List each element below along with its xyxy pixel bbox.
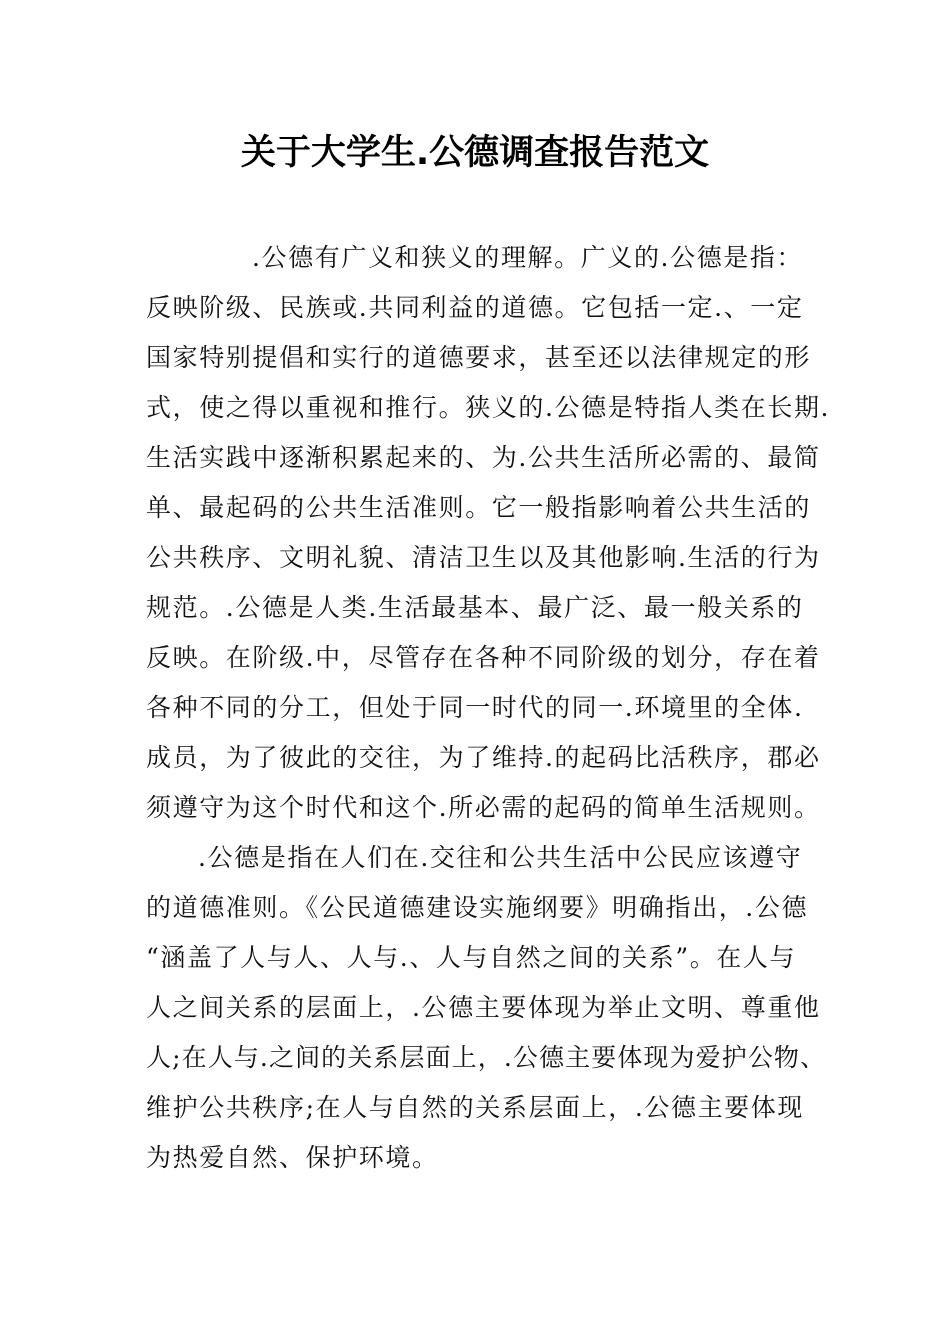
paragraph-2-line: 为热爱自然、保护环境。 [146,1143,439,1172]
paragraph-1-line: .公德有广义和狭义的理解。广义的.公德是指： [252,243,804,272]
paragraph-1-line: 单、最起码的公共生活准则。它一般指影响着公共生活的 [146,493,812,522]
paragraph-1-line: 反映阶级、民族或.共同利益的道德。它包括一定.、一定 [146,293,804,322]
paragraph-2-line: 维护公共秩序;在人与自然的关系层面上，.公德主要体现 [146,1093,804,1122]
document-title: 关于大学生.公德调查报告范文 [240,133,710,173]
paragraph-1-line: 生活实践中逐渐积累起来的、为.公共生活所必需的、最简 [146,443,821,472]
paragraph-2-line: .公德是指在人们在.交往和公共生活中公民应该遵守 [198,843,803,872]
paragraph-1-line: 国家特别提倡和实行的道德要求，甚至还以法律规定的形 [146,343,812,372]
paragraph-2-line: 人之间关系的层面上，.公德主要体现为举止文明、尊重他 [146,993,821,1022]
paragraph-2-line: 的道德准则。《公民道德建设实施纲要》明确指出，.公德 [146,893,809,922]
paragraph-2-line: “涵盖了人与人、人与.、人与自然之间的关系”。在人与 [146,943,797,972]
paragraph-1-line: 各种不同的分工，但处于同一时代的同一.环境里的全体. [146,693,804,722]
paragraph-1-line: 式，使之得以重视和推行。狭义的.公德是特指人类在长期. [146,393,831,422]
paragraph-2-line: 人;在人与.之间的关系层面上，.公德主要体现为爱护公物、 [146,1043,827,1072]
paragraph-1-line: 成员，为了彼此的交往，为了维持.的起码比活秩序，郡必 [146,743,821,772]
paragraph-1-line: 规范。.公德是人类.生活最基本、最广泛、最一般关系的 [146,593,804,622]
paragraph-1-line: 反映。在阶级.中，尽管存在各种不同阶级的划分，存在着 [146,643,821,672]
paragraph-1-line: 须遵守为这个时代和这个.所必需的起码的简单生活规则。 [146,793,821,822]
paragraph-1-line: 公共秩序、文明礼貌、清洁卫生以及其他影响.生活的行为 [146,543,821,572]
